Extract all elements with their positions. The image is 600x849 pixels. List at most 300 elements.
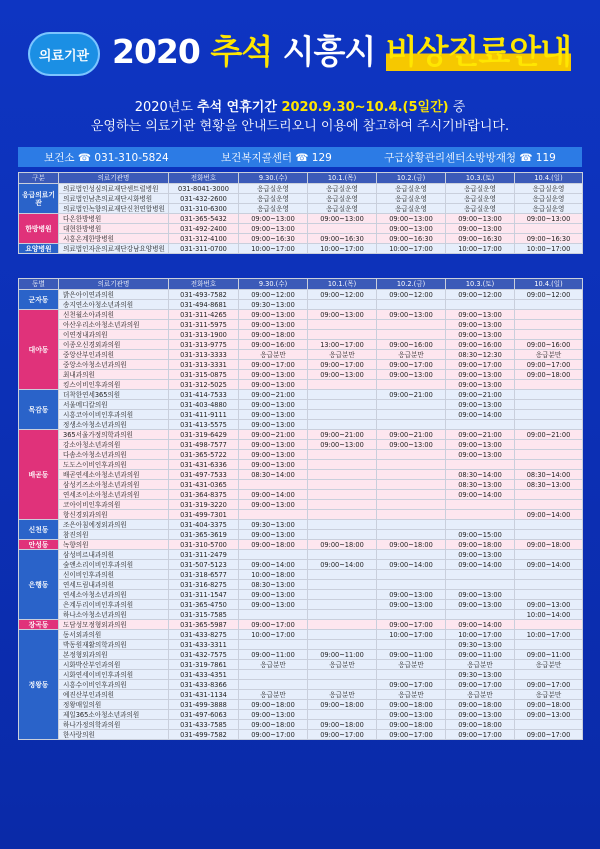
institution-name: 연세드림내과의원 bbox=[59, 580, 169, 590]
hours-cell bbox=[308, 590, 377, 600]
institution-name: 예진산부인과의원 bbox=[59, 690, 169, 700]
phone-number: 031-8041-3000 bbox=[169, 184, 239, 194]
institution-name: 신천월소아과의원 bbox=[59, 310, 169, 320]
hours-cell bbox=[308, 600, 377, 610]
hours-cell: 09:00~13:00 bbox=[446, 214, 515, 224]
institution-name: 의료법인성심의료재단센트럴병원 bbox=[59, 184, 169, 194]
hours-cell bbox=[377, 550, 446, 560]
institution-name: 더착한연세365의원 bbox=[59, 390, 169, 400]
institution-name: 도담성모정형외과의원 bbox=[59, 620, 169, 630]
hours-cell: 09:00~13:00 bbox=[239, 590, 308, 600]
phone-number: 031-403-4880 bbox=[169, 400, 239, 410]
institution-name: 삼성비르내과의원 bbox=[59, 550, 169, 560]
hours-cell: 응급분만 bbox=[239, 350, 308, 360]
institution-name: 시흥온계한방병원 bbox=[59, 234, 169, 244]
phone-number: 031-312-4100 bbox=[169, 234, 239, 244]
hours-cell: 09:00~13:00 bbox=[377, 310, 446, 320]
hours-cell bbox=[239, 670, 308, 680]
table-row bbox=[19, 330, 583, 340]
phone-number: 031-411-9111 bbox=[169, 410, 239, 420]
hours-cell: 응급실운영 bbox=[515, 184, 583, 194]
institution-name: 중앙소아청소년과의원 bbox=[59, 360, 169, 370]
hours-cell bbox=[308, 410, 377, 420]
hours-cell: 09:00~21:00 bbox=[239, 390, 308, 400]
institution-name: 한사랑의원 bbox=[59, 730, 169, 740]
column-header: 전화번호 bbox=[169, 279, 239, 290]
phone-number: 031-433-8366 bbox=[169, 680, 239, 690]
column-header: 9.30.(수) bbox=[239, 173, 308, 184]
hours-cell bbox=[308, 500, 377, 510]
title-holiday: 추석 bbox=[210, 32, 283, 71]
phone-number: 031-414-7533 bbox=[169, 390, 239, 400]
hours-cell bbox=[446, 420, 515, 430]
column-header: 10.3.(토) bbox=[446, 173, 515, 184]
phone-number: 031-433-8275 bbox=[169, 630, 239, 640]
institution-name: 다온한방병원 bbox=[59, 214, 169, 224]
hours-cell: 10:00~18:00 bbox=[239, 570, 308, 580]
hours-cell: 09:00~18:00 bbox=[308, 700, 377, 710]
hours-cell: 09:00~17:00 bbox=[308, 730, 377, 740]
institution-name: 정왕매일의원 bbox=[59, 700, 169, 710]
table-row bbox=[19, 310, 583, 320]
institution-name: 숲앤소리이비인후과의원 bbox=[59, 560, 169, 570]
hours-cell: 응급분만 bbox=[239, 660, 308, 670]
hours-cell bbox=[515, 400, 583, 410]
hours-cell: 09:00~18:00 bbox=[377, 700, 446, 710]
hours-cell: 09:00~16:00 bbox=[239, 340, 308, 350]
table-row bbox=[19, 490, 583, 500]
hours-cell bbox=[377, 330, 446, 340]
phone-number: 031-499-7582 bbox=[169, 730, 239, 740]
hours-cell bbox=[515, 300, 583, 310]
table-row bbox=[19, 370, 583, 380]
hours-cell: 09:00~13:00 bbox=[239, 310, 308, 320]
table-row bbox=[19, 630, 583, 640]
hours-cell bbox=[308, 490, 377, 500]
table-row bbox=[19, 194, 583, 204]
phone-number: 031-313-1900 bbox=[169, 330, 239, 340]
hours-cell bbox=[308, 300, 377, 310]
hours-cell: 09:00~13:00 bbox=[446, 590, 515, 600]
hours-cell: 09:00~17:00 bbox=[377, 620, 446, 630]
hours-cell: 응급분만 bbox=[515, 350, 583, 360]
hours-cell bbox=[308, 680, 377, 690]
group-label: 안성동 bbox=[19, 540, 59, 550]
hours-cell bbox=[308, 550, 377, 560]
category-badge: 의료기관 bbox=[28, 32, 100, 76]
column-header: 10.1.(목) bbox=[308, 173, 377, 184]
table-row bbox=[19, 540, 583, 550]
hours-cell: 09:00~14:00 bbox=[446, 620, 515, 630]
hours-cell bbox=[515, 500, 583, 510]
phone-number: 031-310-6300 bbox=[169, 204, 239, 214]
hours-cell: 09:00~13:00 bbox=[515, 600, 583, 610]
hours-cell: 09:00~18:00 bbox=[239, 700, 308, 710]
hours-cell: 10:00~17:00 bbox=[515, 244, 583, 254]
hours-cell: 08:30~13:00 bbox=[239, 580, 308, 590]
hours-cell: 10:00~17:00 bbox=[446, 244, 515, 254]
hours-cell bbox=[308, 224, 377, 234]
hours-cell: 08:30~13:00 bbox=[446, 480, 515, 490]
hours-cell: 09:00~13:00 bbox=[239, 500, 308, 510]
hours-cell bbox=[446, 580, 515, 590]
hours-cell bbox=[446, 500, 515, 510]
hours-cell: 09:00~13:00 bbox=[308, 370, 377, 380]
group-label: 신천동 bbox=[19, 520, 59, 540]
table-row bbox=[19, 360, 583, 370]
hours-cell bbox=[446, 460, 515, 470]
hours-cell bbox=[515, 420, 583, 430]
hours-cell bbox=[377, 450, 446, 460]
hours-cell bbox=[515, 380, 583, 390]
intro-text bbox=[0, 98, 600, 136]
phone-number: 031-313-9775 bbox=[169, 340, 239, 350]
hours-cell: 09:00~12:00 bbox=[377, 290, 446, 300]
table-row bbox=[19, 710, 583, 720]
institution-name: 365서울가정의학과의원 bbox=[59, 430, 169, 440]
hours-cell bbox=[239, 510, 308, 520]
institution-name: 배곧연세소아청소년과의원 bbox=[59, 470, 169, 480]
hours-cell bbox=[515, 390, 583, 400]
hours-cell bbox=[446, 610, 515, 620]
hours-cell: 09:00~13:00 bbox=[446, 320, 515, 330]
hours-cell: 09:00~17:00 bbox=[446, 680, 515, 690]
hours-cell: 09:00~13:00 bbox=[377, 590, 446, 600]
hours-cell: 09:00~13:00 bbox=[446, 710, 515, 720]
contact-number: 119 bbox=[535, 151, 556, 164]
column-header: 동별 bbox=[19, 279, 59, 290]
hours-cell: 응급분만 bbox=[377, 350, 446, 360]
table-row bbox=[19, 234, 583, 244]
hours-cell: 09:00~16:00 bbox=[377, 340, 446, 350]
hours-cell bbox=[377, 530, 446, 540]
hours-cell bbox=[515, 410, 583, 420]
institution-name: 밝은아이연과의원 bbox=[59, 290, 169, 300]
table-row bbox=[19, 680, 583, 690]
hours-cell bbox=[239, 680, 308, 690]
group-label: 군자동 bbox=[19, 290, 59, 310]
hours-cell: 응급실운영 bbox=[377, 194, 446, 204]
institution-name: 제일365소아청소년과의원 bbox=[59, 710, 169, 720]
hours-cell bbox=[308, 460, 377, 470]
hours-cell bbox=[377, 470, 446, 480]
schedule-table bbox=[18, 278, 583, 740]
phone-number: 031-365-5987 bbox=[169, 620, 239, 630]
hours-cell: 09:00~18:00 bbox=[239, 720, 308, 730]
hours-cell: 응급실운영 bbox=[515, 204, 583, 214]
hours-cell bbox=[515, 530, 583, 540]
hours-cell bbox=[515, 440, 583, 450]
hours-cell bbox=[308, 530, 377, 540]
column-header: 10.4.(일) bbox=[515, 173, 583, 184]
column-header: 의료기관명 bbox=[59, 279, 169, 290]
phone-number: 031-404-3375 bbox=[169, 520, 239, 530]
hours-cell bbox=[377, 300, 446, 310]
column-header: 10.2.(금) bbox=[377, 279, 446, 290]
hours-cell: 09:00~16:30 bbox=[377, 234, 446, 244]
hours-cell: 09:00~17:00 bbox=[239, 620, 308, 630]
hours-cell: 10:00~17:00 bbox=[239, 630, 308, 640]
hours-cell bbox=[308, 640, 377, 650]
hours-cell: 09:00~18:00 bbox=[446, 700, 515, 710]
institution-name: 코아이비인후과의원 bbox=[59, 500, 169, 510]
institution-name: 조은아침에정외과의원 bbox=[59, 520, 169, 530]
table-row bbox=[19, 380, 583, 390]
hours-cell: 09:00~21:00 bbox=[377, 390, 446, 400]
hours-cell: 응급실운영 bbox=[515, 194, 583, 204]
phone-number: 031-316-8275 bbox=[169, 580, 239, 590]
phone-icon: ☎ bbox=[519, 151, 536, 164]
hours-cell bbox=[446, 300, 515, 310]
table-row bbox=[19, 400, 583, 410]
phone-number: 031-493-7582 bbox=[169, 290, 239, 300]
hours-cell: 09:00~12:00 bbox=[239, 290, 308, 300]
intro-part: 중 bbox=[448, 100, 466, 115]
intro-part: 2020년도 bbox=[134, 100, 198, 115]
hours-cell: 09:00~16:30 bbox=[308, 234, 377, 244]
phone-number: 031-432-2600 bbox=[169, 194, 239, 204]
phone-number: 031-315-7585 bbox=[169, 610, 239, 620]
table-row bbox=[19, 650, 583, 660]
hours-cell: 09:00~13:00 bbox=[239, 710, 308, 720]
hours-cell: 09:00~13:00 bbox=[239, 420, 308, 430]
phone-number: 031-319-6429 bbox=[169, 430, 239, 440]
hours-cell bbox=[308, 450, 377, 460]
hours-cell bbox=[515, 320, 583, 330]
hours-cell: 09:00~13:00 bbox=[239, 440, 308, 450]
hours-cell bbox=[446, 520, 515, 530]
hours-cell: 09:00~13:00 bbox=[377, 214, 446, 224]
phone-number: 031-507-5123 bbox=[169, 560, 239, 570]
hours-cell: 09:00~13:00 bbox=[308, 310, 377, 320]
hours-cell: 응급분만 bbox=[308, 350, 377, 360]
institution-name: 삼성키즈소아청소년과의원 bbox=[59, 480, 169, 490]
hours-cell bbox=[515, 580, 583, 590]
hours-cell bbox=[308, 610, 377, 620]
hours-cell: 09:00~16:30 bbox=[239, 234, 308, 244]
phone-number: 031-313-3331 bbox=[169, 360, 239, 370]
phone-number: 031-365-5722 bbox=[169, 450, 239, 460]
table-row bbox=[19, 590, 583, 600]
phone-number: 031-431-1134 bbox=[169, 690, 239, 700]
institution-name: 최내과의원 bbox=[59, 370, 169, 380]
hours-cell bbox=[377, 320, 446, 330]
table-row bbox=[19, 550, 583, 560]
contact-item bbox=[221, 150, 332, 165]
hours-cell: 09:00~14:00 bbox=[239, 560, 308, 570]
institution-name: 중앙산부인과의원 bbox=[59, 350, 169, 360]
hours-cell: 09:00~16:30 bbox=[515, 234, 583, 244]
institution-name: 시화박산부인과의원 bbox=[59, 660, 169, 670]
hours-cell bbox=[515, 490, 583, 500]
hours-cell: 09:00~18:00 bbox=[377, 540, 446, 550]
column-header: 의료기관명 bbox=[59, 173, 169, 184]
hours-cell bbox=[308, 670, 377, 680]
institution-name: 이연정내과의원 bbox=[59, 330, 169, 340]
phone-number: 031-312-5025 bbox=[169, 380, 239, 390]
hours-cell: 09:00~13:00 bbox=[446, 370, 515, 380]
hours-cell: 09:00~13:00 bbox=[239, 450, 308, 460]
hours-cell: 응급실운영 bbox=[377, 184, 446, 194]
schedule-table bbox=[18, 172, 583, 254]
phone-number: 031-413-5575 bbox=[169, 420, 239, 430]
hours-cell: 09:00~16:00 bbox=[446, 340, 515, 350]
hours-cell bbox=[515, 330, 583, 340]
hours-cell bbox=[308, 390, 377, 400]
title-city: 시흥시 bbox=[282, 32, 386, 71]
contact-label: 보건복지콜센터 bbox=[221, 151, 296, 164]
hours-cell: 09:00~17:00 bbox=[446, 360, 515, 370]
hours-cell: 09:00~13:00 bbox=[446, 450, 515, 460]
hours-cell: 09:00~21:00 bbox=[308, 430, 377, 440]
hours-cell bbox=[308, 330, 377, 340]
hours-cell: 10:00~17:00 bbox=[377, 630, 446, 640]
hours-cell bbox=[239, 640, 308, 650]
hours-cell bbox=[239, 610, 308, 620]
hours-cell: 응급실운영 bbox=[239, 184, 308, 194]
hours-cell: 09:00~17:00 bbox=[377, 360, 446, 370]
institution-name: 송지연소아청소년과의원 bbox=[59, 300, 169, 310]
institution-name: 참진의원 bbox=[59, 530, 169, 540]
table-row bbox=[19, 520, 583, 530]
phone-number: 031-492-2400 bbox=[169, 224, 239, 234]
table-row bbox=[19, 660, 583, 670]
phone-number: 031-313-3333 bbox=[169, 350, 239, 360]
hours-cell: 09:00~17:00 bbox=[308, 360, 377, 370]
institution-name: 의료법인자운의료재단강남요양병원 bbox=[59, 244, 169, 254]
hours-cell bbox=[515, 670, 583, 680]
hours-cell bbox=[308, 630, 377, 640]
hours-cell: 09:30~13:00 bbox=[446, 670, 515, 680]
table-row bbox=[19, 244, 583, 254]
hours-cell bbox=[377, 580, 446, 590]
hours-cell: 09:00~13:00 bbox=[377, 224, 446, 234]
group-label: 은행동 bbox=[19, 550, 59, 620]
hours-cell: 09:00~14:00 bbox=[515, 560, 583, 570]
column-header: 구분 bbox=[19, 173, 59, 184]
hours-cell bbox=[515, 550, 583, 560]
hours-cell: 09:00~13:00 bbox=[239, 370, 308, 380]
phone-icon: ☎ bbox=[295, 151, 312, 164]
phone-number: 031-432-7575 bbox=[169, 650, 239, 660]
table-row bbox=[19, 184, 583, 194]
hours-cell: 09:00~11:00 bbox=[515, 650, 583, 660]
hours-cell: 09:00~13:00 bbox=[446, 380, 515, 390]
hours-cell: 09:00~13:00 bbox=[239, 460, 308, 470]
hours-cell: 09:00~17:00 bbox=[377, 730, 446, 740]
hours-cell: 09:00~13:00 bbox=[377, 600, 446, 610]
phone-number: 031-311-0700 bbox=[169, 244, 239, 254]
table-row bbox=[19, 580, 583, 590]
hours-cell bbox=[515, 620, 583, 630]
hours-cell: 09:00~13:00 bbox=[239, 410, 308, 420]
table-row bbox=[19, 204, 583, 214]
hours-cell bbox=[308, 380, 377, 390]
hours-cell: 09:00~13:00 bbox=[377, 710, 446, 720]
hours-cell: 09:00~13:00 bbox=[239, 600, 308, 610]
hours-cell: 09:00~14:00 bbox=[446, 410, 515, 420]
phone-number: 031-310-5700 bbox=[169, 540, 239, 550]
hours-cell: 09:00~13:00 bbox=[446, 224, 515, 234]
hours-cell: 08:30~14:00 bbox=[239, 470, 308, 480]
phone-number: 031-311-5975 bbox=[169, 320, 239, 330]
hours-cell: 09:00~18:00 bbox=[239, 330, 308, 340]
hours-cell bbox=[308, 320, 377, 330]
group-label: 응급의료기관 bbox=[19, 184, 59, 214]
institution-name: 시흥수이비인후과의원 bbox=[59, 680, 169, 690]
table-row bbox=[19, 570, 583, 580]
hours-cell: 09:00~14:00 bbox=[308, 560, 377, 570]
hours-cell: 응급실운영 bbox=[446, 194, 515, 204]
hours-cell: 10:00~17:00 bbox=[446, 630, 515, 640]
table-row bbox=[19, 480, 583, 490]
title-year: 2020 bbox=[112, 32, 211, 71]
hours-cell: 09:00~13:00 bbox=[446, 330, 515, 340]
table-row bbox=[19, 670, 583, 680]
table-row bbox=[19, 290, 583, 300]
hours-cell: 09:00~17:00 bbox=[515, 680, 583, 690]
hours-cell bbox=[377, 610, 446, 620]
hours-cell: 09:00~15:00 bbox=[446, 530, 515, 540]
column-header: 10.3.(토) bbox=[446, 279, 515, 290]
hours-cell: 09:00~18:00 bbox=[515, 540, 583, 550]
institution-name: 본정형외과의원 bbox=[59, 650, 169, 660]
phone-number: 031-431-6336 bbox=[169, 460, 239, 470]
table-hospitals bbox=[18, 172, 582, 254]
hours-cell: 응급실운영 bbox=[308, 194, 377, 204]
hours-cell: 09:00~13:00 bbox=[239, 214, 308, 224]
hours-cell: 09:00~13:00 bbox=[239, 224, 308, 234]
institution-name: 시흥코아이비인후과의원 bbox=[59, 410, 169, 420]
table-row bbox=[19, 214, 583, 224]
hours-cell bbox=[377, 460, 446, 470]
hours-cell: 09:00~17:00 bbox=[377, 680, 446, 690]
hours-cell: 09:00~17:00 bbox=[239, 730, 308, 740]
hours-cell: 09:00~18:00 bbox=[515, 700, 583, 710]
group-label: 목감동 bbox=[19, 390, 59, 430]
table-row bbox=[19, 300, 583, 310]
hours-cell: 09:00~12:00 bbox=[308, 290, 377, 300]
hours-cell bbox=[515, 450, 583, 460]
hours-cell bbox=[308, 570, 377, 580]
table-row bbox=[19, 410, 583, 420]
hours-cell bbox=[308, 480, 377, 490]
intro-part: 추석 연휴기간 bbox=[197, 100, 282, 115]
institution-name: 아산우리소아청소년과의원 bbox=[59, 320, 169, 330]
table-row bbox=[19, 390, 583, 400]
hours-cell bbox=[515, 590, 583, 600]
hours-cell: 응급분만 bbox=[515, 690, 583, 700]
hours-cell: 응급분만 bbox=[446, 690, 515, 700]
contact-label: 보건소 bbox=[44, 151, 78, 164]
column-header: 10.2.(금) bbox=[377, 173, 446, 184]
table-clinics bbox=[18, 278, 582, 740]
hours-cell bbox=[377, 400, 446, 410]
group-label: 요양병원 bbox=[19, 244, 59, 254]
table-row bbox=[19, 720, 583, 730]
hours-cell: 응급분만 bbox=[377, 660, 446, 670]
phone-number: 031-364-8375 bbox=[169, 490, 239, 500]
institution-name: 의료법인남촌의료재단시화병원 bbox=[59, 194, 169, 204]
hours-cell: 응급실운영 bbox=[239, 194, 308, 204]
hours-cell: 응급실운영 bbox=[377, 204, 446, 214]
hours-cell bbox=[377, 510, 446, 520]
institution-name: 이종오신경외과의원 bbox=[59, 340, 169, 350]
institution-name: 정생소아청소년과의원 bbox=[59, 420, 169, 430]
group-label: 대야동 bbox=[19, 310, 59, 390]
hours-cell: 응급분만 bbox=[377, 690, 446, 700]
hours-cell: 09:00~21:00 bbox=[377, 430, 446, 440]
